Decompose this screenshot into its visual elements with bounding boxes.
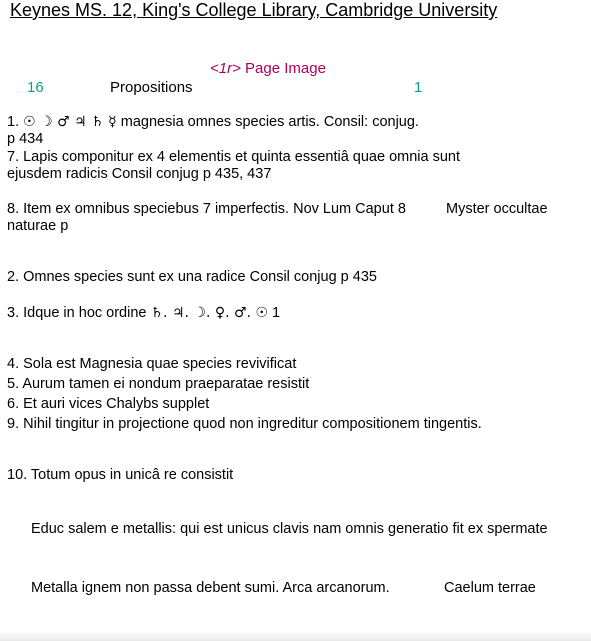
proposition-8-margin-note: Myster occultae — [446, 201, 548, 217]
page-image-link[interactable] — [210, 60, 326, 78]
document-title[interactable]: Keynes MS. 12, King's College Library, Cambridge University — [10, 0, 498, 20]
proposition-1-text: magnesia omnes species artis. Consil: conjug. — [116, 114, 419, 130]
proposition-10: 10. Totum opus in unicâ re consistit — [7, 467, 234, 483]
proposition-8-line-1: 8. Item ex omnibus speciebus 7 imperfectis. Nov Lum Caput 8 — [7, 201, 406, 217]
planetary-symbols-icon: ☉ ☽ ♂ ♃ ♄ ☿ — [23, 114, 117, 130]
proposition-6: 6. Et auri vices Chalybs supplet — [7, 396, 210, 412]
proposition-5: 5. Aurum tamen ei nondum praeparatae resistit — [7, 376, 310, 392]
proposition-1-line-2: p 434 — [7, 131, 44, 147]
note-metalla: Metalla ignem non passa debent sumi. Arca arcanorum. — [31, 580, 390, 596]
right-folio-number: 1 — [414, 79, 423, 96]
proposition-3-suffix: 1 — [268, 305, 281, 321]
note-caelum-terrae: Caelum terrae — [444, 580, 536, 596]
planetary-order-symbols-icon: ♄. ♃. ☽. ♀. ♂. ☉ — [150, 305, 269, 321]
note-educ-salem: Educ salem e metallis: qui est unicus clavis nam omnis generatio fit ex spermate — [31, 521, 548, 537]
bottom-edge-shadow — [0, 631, 591, 641]
proposition-9: 9. Nihil tingitur in projectione quod non ingreditur compositionem tingentis. — [7, 416, 482, 432]
proposition-2: 2. Omnes species sunt ex una radice Consil conjug p 435 — [7, 269, 377, 285]
proposition-1-line-1 — [7, 114, 419, 131]
section-heading: Propositions — [110, 79, 193, 96]
folio-tag: <1r> — [210, 60, 241, 77]
proposition-8-line-2: naturae p — [7, 218, 69, 234]
page-image-label: Page Image — [245, 60, 326, 77]
proposition-7-line-1: 7. Lapis componitur ex 4 elementis et quinta essentiâ quae omnia sunt — [7, 149, 460, 165]
proposition-3 — [7, 305, 280, 322]
left-line-number: 16 — [27, 79, 44, 96]
proposition-1-number: 1. — [7, 114, 24, 130]
proposition-4: 4. Sola est Magnesia quae species revivificat — [7, 356, 297, 372]
proposition-3-text: 3. Idque in hoc ordine — [7, 305, 151, 321]
proposition-7-line-2: ejusdem radicis Consil conjug p 435, 437 — [7, 166, 272, 182]
